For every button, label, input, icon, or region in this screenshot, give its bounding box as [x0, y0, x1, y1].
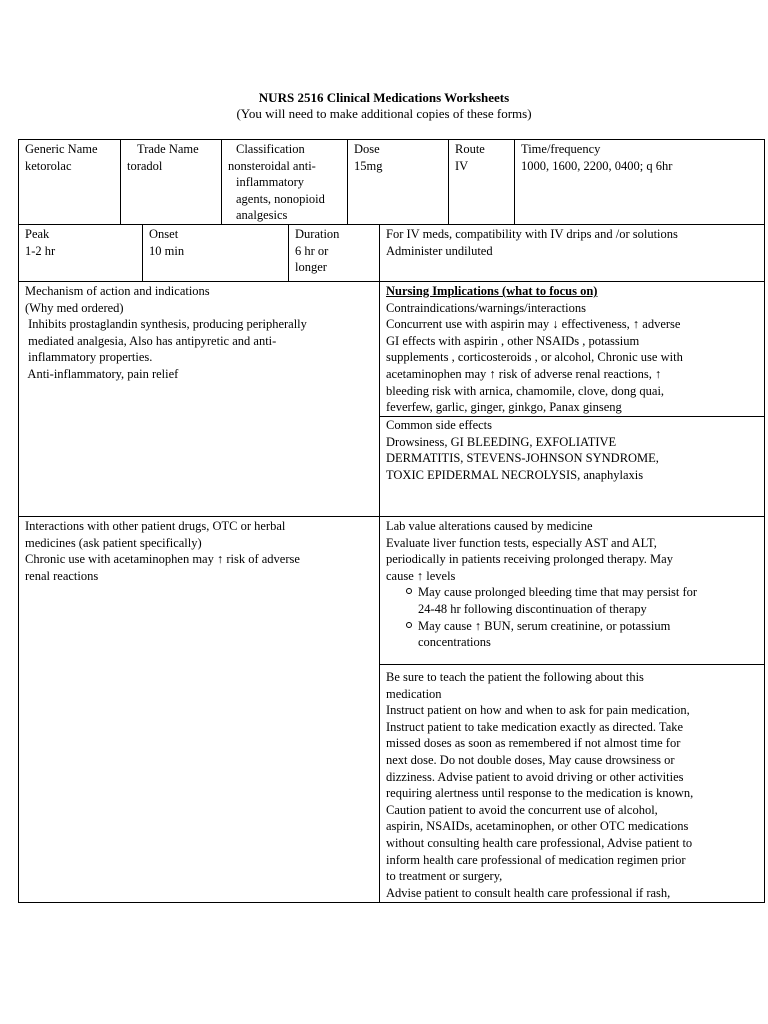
- time-frequency-label: Time/frequency: [521, 142, 601, 156]
- peak-cell: [19, 225, 142, 281]
- iv-compatibility-value: Administer undiluted: [386, 243, 493, 258]
- nursing-line: supplements , corticosteroids , or alcohol, Chronic use with: [386, 350, 683, 365]
- teach-line: Caution patient to avoid the concurrent use of alcohol,: [386, 802, 658, 817]
- lab-bullet-list: [386, 584, 758, 650]
- classification-cell: [222, 140, 347, 224]
- interactions-cell: [19, 517, 379, 902]
- lab-bullet-item: [386, 618, 758, 651]
- duration-value-line: longer: [295, 260, 327, 275]
- teach-line: next dose. Do not double doses, May cause drowsiness or: [386, 752, 675, 767]
- teach-line: Be sure to teach the patient the following about this: [386, 670, 644, 684]
- nursing-implications-heading: Nursing Implications (what to focus on): [386, 284, 598, 298]
- lab-line: periodically in patients receiving prolonged therapy. May: [386, 552, 673, 567]
- teach-line: Advise patient to consult health care professional if rash,: [386, 885, 671, 900]
- lab-bullet-line: May cause ↑ BUN, serum creatinine, or potassium: [418, 618, 671, 633]
- mechanism-line: inflammatory properties.: [25, 350, 153, 365]
- side-effects-cell: [380, 416, 764, 516]
- nursing-line: Contraindications/warnings/interactions: [386, 300, 586, 315]
- lab-bullet-line: concentrations: [418, 635, 491, 650]
- teach-line: medication: [386, 686, 442, 701]
- trade-name-cell: [121, 140, 221, 224]
- teach-line: Instruct patient to take medication exactly as directed. Take: [386, 719, 684, 734]
- interactions-line: medicines (ask patient specifically): [25, 535, 202, 550]
- side-effects-line: TOXIC EPIDERMAL NECROLYSIS, anaphylaxis: [386, 467, 644, 482]
- dose-label: Dose: [354, 142, 380, 156]
- iv-compatibility-label: For IV meds, compatibility with IV drips and /or solutions: [386, 227, 678, 241]
- classification-value-line: analgesics: [236, 208, 288, 223]
- route-cell: [449, 140, 514, 224]
- generic-name-label: Generic Name: [25, 142, 98, 156]
- teach-cell: [380, 668, 764, 902]
- lab-bullet-line: 24-48 hr following discontinuation of therapy: [418, 601, 647, 616]
- generic-name-value: ketorolac: [25, 158, 72, 173]
- mechanism-line: Inhibits prostaglandin synthesis, producing peripherally: [25, 317, 307, 332]
- lab-values-cell: [380, 517, 764, 664]
- dose-value: 15mg: [354, 158, 383, 173]
- bullet-circle-icon: [406, 622, 412, 628]
- nursing-line: Concurrent use with aspirin may ↓ effectiveness, ↑ adverse: [386, 317, 681, 332]
- mechanism-line: Mechanism of action and indications: [25, 284, 210, 298]
- bullet-circle-icon: [406, 588, 412, 594]
- teach-line: inform health care professional of medication regimen prior: [386, 852, 686, 867]
- side-effects-line: Drowsiness, GI BLEEDING, EXFOLIATIVE: [386, 434, 617, 449]
- duration-label: Duration: [295, 227, 340, 241]
- teach-line: aspirin, NSAIDs, acetaminophen, or other OTC medications: [386, 819, 689, 834]
- onset-value: 10 min: [149, 243, 185, 258]
- mechanism-line: Anti-inflammatory, pain relief: [25, 366, 179, 381]
- mechanism-line: mediated analgesia, Also has antipyretic and anti-: [25, 333, 277, 348]
- route-value: IV: [455, 158, 469, 173]
- side-effects-line: Common side effects: [386, 418, 492, 432]
- iv-compatibility-cell: [380, 225, 764, 281]
- lab-bullet-item: [386, 584, 758, 617]
- mechanism-line: (Why med ordered): [25, 300, 124, 315]
- classification-value-line: agents, nonopioid: [236, 191, 325, 206]
- teach-line: without consulting health care professional, Advise patient to: [386, 835, 693, 850]
- lab-line: cause ↑ levels: [386, 568, 456, 583]
- time-frequency-cell: [515, 140, 764, 224]
- generic-name-cell: [19, 140, 120, 224]
- nursing-line: GI effects with aspirin , other NSAIDs , potassium: [386, 333, 640, 348]
- onset-cell: [143, 225, 288, 281]
- lab-line: Evaluate liver function tests, especially AST and ALT,: [386, 535, 657, 550]
- peak-label: Peak: [25, 227, 50, 241]
- interactions-line: renal reactions: [25, 568, 99, 583]
- route-label: Route: [455, 142, 485, 156]
- interactions-line: Chronic use with acetaminophen may ↑ risk of adverse: [25, 552, 300, 567]
- peak-value: 1-2 hr: [25, 243, 56, 258]
- page-subtitle: (You will need to make additional copies of these forms): [236, 106, 532, 121]
- page-title: NURS 2516 Clinical Medications Worksheets: [258, 90, 510, 105]
- duration-cell: [289, 225, 379, 281]
- teach-divider: [379, 664, 765, 665]
- teach-line: missed doses as soon as remembered if not almost time for: [386, 736, 681, 751]
- classification-value-line: inflammatory: [236, 175, 305, 190]
- teach-line: requiring alertness until response to the medication is known,: [386, 786, 694, 801]
- nursing-implications-cell: [380, 282, 764, 416]
- nursing-line: acetaminophen may ↑ risk of adverse renal reactions, ↑: [386, 366, 662, 381]
- classification-value-line: nonsteroidal anti-: [228, 158, 316, 173]
- nursing-line: bleeding risk with arnica, chamomile, clove, dong quai,: [386, 383, 665, 398]
- classification-label: Classification: [236, 142, 305, 156]
- trade-name-label: Trade Name: [137, 142, 199, 156]
- teach-line: Instruct patient on how and when to ask for pain medication,: [386, 703, 690, 718]
- teach-line: to treatment or surgery,: [386, 869, 503, 884]
- duration-value-line: 6 hr or: [295, 243, 329, 258]
- dose-cell: [348, 140, 448, 224]
- time-frequency-value: 1000, 1600, 2200, 0400; q 6hr: [521, 158, 673, 173]
- interactions-line: Interactions with other patient drugs, OTC or herbal: [25, 519, 286, 533]
- side-effects-line: DERMATITIS, STEVENS-JOHNSON SYNDROME,: [386, 451, 659, 466]
- onset-label: Onset: [149, 227, 179, 241]
- lab-line: Lab value alterations caused by medicine: [386, 519, 593, 533]
- trade-name-value: toradol: [127, 158, 163, 173]
- mechanism-cell: [19, 282, 379, 516]
- lab-bullet-line: May cause prolonged bleeding time that may persist for: [418, 585, 698, 600]
- teach-line: dizziness. Advise patient to avoid driving or other activities: [386, 769, 684, 784]
- nursing-line: feverfew, garlic, ginger, ginkgo, Panax ginseng: [386, 400, 622, 415]
